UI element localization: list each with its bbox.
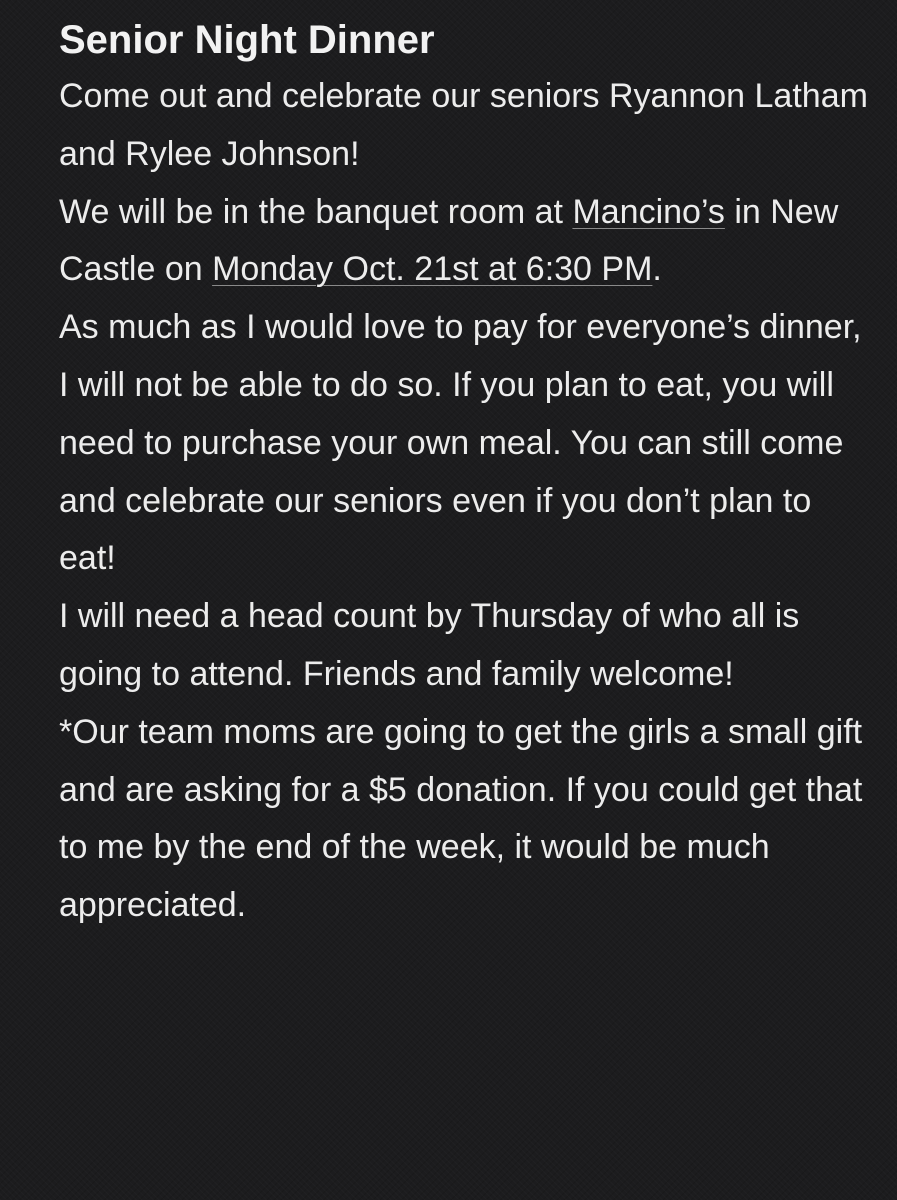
paragraph-headcount: [59, 588, 869, 704]
note-title: Senior Night Dinner: [59, 18, 435, 62]
location-middle-text: in New Castle on: [59, 192, 839, 289]
paragraph-payment: As much as I would love to pay for everyone’s dinner, I will not be able to do so. If you plan to eat, you will need to purchase your own meal. You can still come and celebrate our seniors even if you don’t plan to eat!: [59, 308, 862, 578]
note-body[interactable]: [59, 68, 869, 935]
headcount-intro-text: I will need a head count by: [59, 597, 471, 636]
note-content[interactable]: [59, 12, 869, 935]
headcount-end-text: of who all is going to attend. Friends and family welcome!: [59, 597, 800, 693]
paragraph-donation: *Our team moms are going to get the girls a small gift and are asking for a $5 donation. If you could get that to me by the end of the week, it would be much appreciated.: [59, 712, 863, 925]
venue-link[interactable]: Mancino’s: [572, 192, 725, 231]
event-datetime-link[interactable]: Monday Oct. 21st at 6:30 PM: [212, 250, 653, 289]
paragraph-invitation: Come out and celebrate our seniors Ryannon Latham and Rylee Johnson!: [59, 77, 868, 173]
location-intro-text: We will be in the banquet room at: [59, 192, 573, 231]
location-end-text: .: [652, 250, 662, 289]
paragraph-location: [59, 184, 869, 300]
headcount-day-text: Thursday: [470, 597, 613, 636]
